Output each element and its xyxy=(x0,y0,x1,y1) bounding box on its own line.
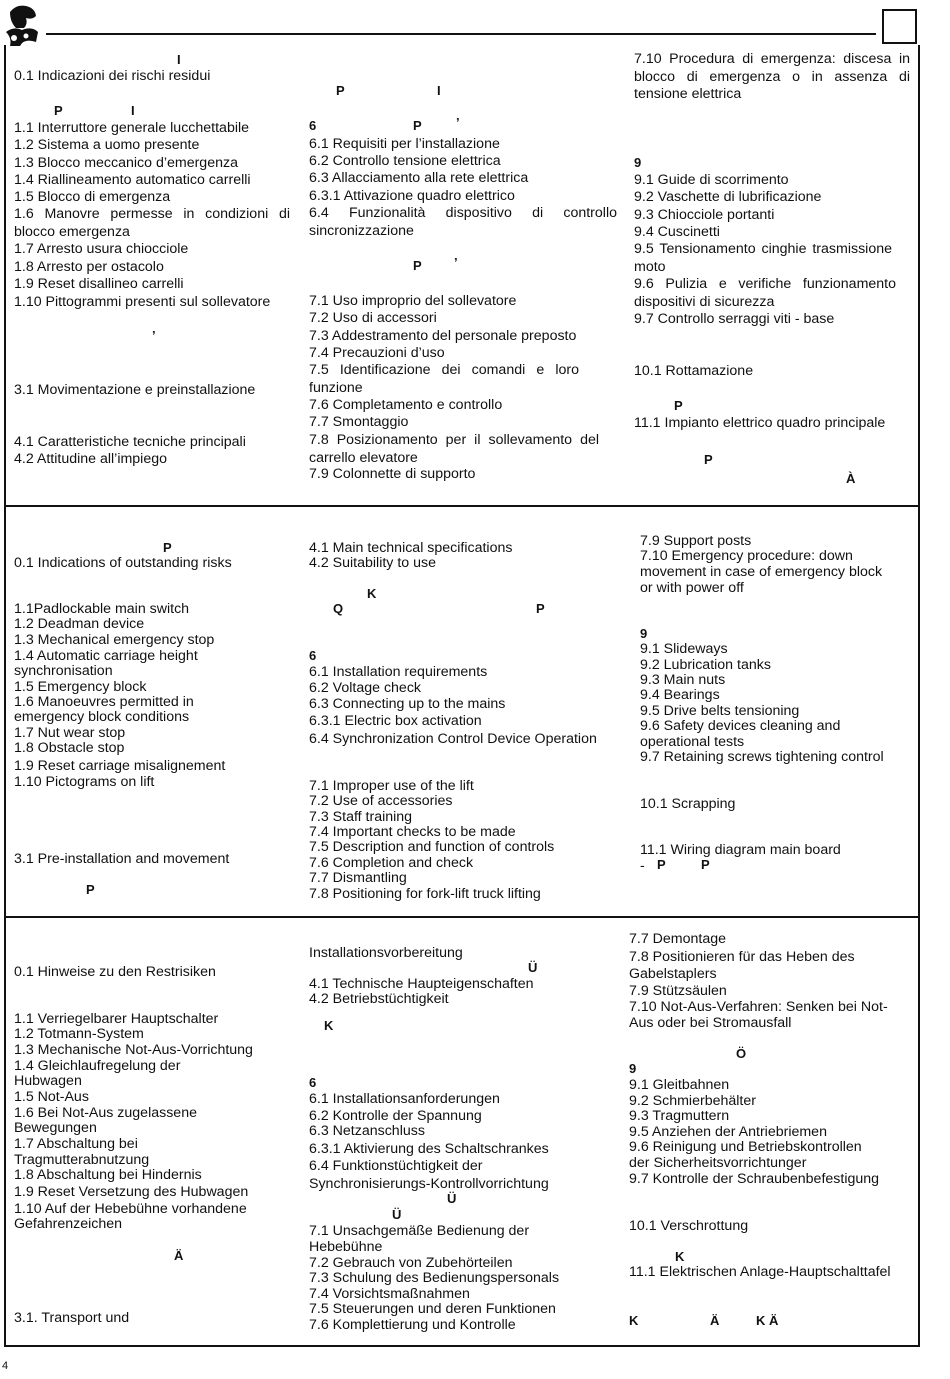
toc-item: 7.9 Support posts xyxy=(640,533,752,549)
toc-item: 1.8 Arresto per ostacolo xyxy=(14,259,164,275)
toc-item: 7.1 Improper use of the lift xyxy=(309,778,474,794)
toc-item: 0.1 Hinweise zu den Restrisiken xyxy=(14,964,216,980)
toc-item: 4.2 Suitability to use xyxy=(309,555,436,571)
toc-item: or with power off xyxy=(640,580,744,596)
toc-item: 1.10 Pittogrammi presenti sul sollevatore xyxy=(14,294,271,310)
toc-item: 1.2 Sistema a uomo presente xyxy=(14,137,200,153)
toc-item: 1.7 Nut wear stop xyxy=(14,725,126,741)
toc-item: 1.10 Auf der Hebebühne vorhandene xyxy=(14,1201,247,1217)
toc-item: 1.6 Manoeuvres permitted in xyxy=(14,694,194,710)
toc-heading: ’ xyxy=(454,255,458,270)
toc-item: 1.3 Mechanische Not-Aus-Vorrichtung xyxy=(14,1042,253,1058)
toc-heading: 6 xyxy=(309,1075,317,1090)
toc-item: Synchronisierungs-Kontrollvorrichtung xyxy=(309,1176,549,1192)
toc-item: 9.5 Anziehen der Antriebriemen xyxy=(629,1124,827,1140)
toc-item: 1.2 Deadman device xyxy=(14,616,145,632)
page-number: 4 xyxy=(2,1360,9,1372)
toc-heading: Ä xyxy=(174,1248,184,1263)
toc-item: 11.1 Impianto elettrico quadro principale xyxy=(634,415,886,431)
toc-heading: 9 xyxy=(629,1061,637,1076)
toc-item: 1.7 Arresto usura chiocciole xyxy=(14,241,189,257)
toc-item: 1.7 Abschaltung bei xyxy=(14,1136,138,1152)
toc-item: 1.9 Reset disallineo carrelli xyxy=(14,276,184,292)
toc-heading: P xyxy=(536,601,545,616)
toc-item: 1.5 Emergency block xyxy=(14,679,147,695)
toc-heading: P xyxy=(701,857,710,872)
toc-item: 7.9 Stützsäulen xyxy=(629,983,727,999)
toc-section-english xyxy=(4,506,920,918)
toc-item: 10.1 Verschrottung xyxy=(629,1218,749,1234)
page-box xyxy=(882,9,917,44)
toc-item: 10.1 Scrapping xyxy=(640,796,736,812)
toc-heading: P xyxy=(657,857,666,872)
toc-item: 6.4 Funktionstüchtigkeit der xyxy=(309,1158,483,1174)
toc-item: 7.5 Description and function of controls xyxy=(309,839,555,855)
toc-item: 1.9 Reset carriage misalignement xyxy=(14,758,226,774)
toc-heading: À xyxy=(846,471,856,486)
toc-item: 9.3 Chiocciole portanti xyxy=(634,207,775,223)
toc-item: 6.1 Requisiti per l’installazione xyxy=(309,136,500,152)
toc-heading: K xyxy=(367,586,377,601)
toc-item: 1.4 Gleichlaufregelung der xyxy=(14,1058,181,1074)
toc-item: 7.4 Precauzioni d’uso xyxy=(309,345,445,361)
toc-item: 7.8 Posizionamento per il sollevamento del carrello elevatore xyxy=(309,432,599,466)
toc-item: 7.8 Positioning for fork-lift truck lifting xyxy=(309,886,541,902)
toc-heading: P xyxy=(674,398,683,413)
toc-item: 1.3 Mechanical emergency stop xyxy=(14,632,215,648)
toc-item: emergency block conditions xyxy=(14,709,190,725)
toc-item: 7.10 Emergency procedure: down xyxy=(640,548,853,564)
toc-item: 9.6 Safety devices cleaning and xyxy=(640,718,841,734)
toc-item: 9.1 Gleitbahnen xyxy=(629,1077,730,1093)
toc-item: 4.1 Technische Haupteigenschaften xyxy=(309,976,534,992)
toc-item: operational tests xyxy=(640,734,745,750)
toc-item: 9.4 Bearings xyxy=(640,687,720,703)
toc-heading: P xyxy=(413,118,422,133)
toc-heading: P xyxy=(163,540,172,555)
toc-item: - xyxy=(640,858,645,874)
toc-item: 7.5 Identificazione dei comandi e loro funzione xyxy=(309,362,579,396)
toc-heading: K xyxy=(675,1249,685,1264)
toc-item: Gefahrenzeichen xyxy=(14,1216,123,1232)
toc-item: 6.2 Kontrolle der Spannung xyxy=(309,1108,482,1124)
toc-item: 6.1 Installationsanforderungen xyxy=(309,1091,500,1107)
toc-item: 7.7 Smontaggio xyxy=(309,414,409,430)
toc-item: 6.4 Funzionalità dispositivo di controllo sincronizzazione xyxy=(309,205,617,239)
toc-heading: ’ xyxy=(456,115,460,130)
toc-heading: Ö xyxy=(736,1046,747,1061)
toc-item: 9.6 Reinigung und Betriebskontrollen xyxy=(629,1139,862,1155)
toc-item: 4.2 Betriebstüchtigkeit xyxy=(309,991,449,1007)
toc-heading: P xyxy=(54,103,63,118)
toc-item: Gabelstaplers xyxy=(629,966,717,982)
toc-item: synchronisation xyxy=(14,663,113,679)
toc-item: 1.8 Obstacle stop xyxy=(14,740,125,756)
toc-item: movement in case of emergency block xyxy=(640,564,883,580)
toc-item: 1.1 Verriegelbarer Hauptschalter xyxy=(14,1011,219,1027)
header-rule xyxy=(46,33,876,35)
toc-item: 7.1 Unsachgemäße Bedienung der xyxy=(309,1223,530,1239)
toc-item: 6.3.1 Electric box activation xyxy=(309,713,482,729)
toc-item: 7.8 Positionieren für das Heben des xyxy=(629,949,855,965)
toc-heading: Ü xyxy=(392,1207,402,1222)
toc-heading: ’ xyxy=(152,328,156,343)
toc-item: 1.1Padlockable main switch xyxy=(14,601,190,617)
toc-item: 0.1 Indications of outstanding risks xyxy=(14,555,232,571)
toc-heading: Q xyxy=(333,601,344,616)
toc-item: 4.2 Attitudine all’impiego xyxy=(14,451,168,467)
toc-item: 6.3.1 Aktivierung des Schaltschrankes xyxy=(309,1141,549,1157)
toc-item: 6.4 Synchronization Control Device Operation xyxy=(309,731,597,747)
toc-item: 7.9 Colonnette di supporto xyxy=(309,466,476,482)
toc-heading: K xyxy=(324,1018,334,1033)
toc-heading: 6 xyxy=(309,648,317,663)
toc-item: 1.3 Blocco meccanico d’emergenza xyxy=(14,155,238,171)
toc-item: Bewegungen xyxy=(14,1120,97,1136)
toc-item: 6.2 Controllo tensione elettrica xyxy=(309,153,501,169)
toc-heading: 6 xyxy=(309,118,317,133)
toc-item: 3.1 Pre-installation and movement xyxy=(14,851,230,867)
toc-item: 9.3 Tragmuttern xyxy=(629,1108,730,1124)
toc-item: 9.2 Vaschette di lubrificazione xyxy=(634,189,822,205)
toc-item: 7.6 Completion and check xyxy=(309,855,474,871)
toc-item: 9.1 Guide di scorrimento xyxy=(634,172,789,188)
toc-heading: P xyxy=(704,452,713,467)
toc-item: 4.1 Main technical specifications xyxy=(309,540,513,556)
toc-item: 9.1 Slideways xyxy=(640,641,728,657)
toc-item: 6.1 Installation requirements xyxy=(309,664,488,680)
toc-item: 7.7 Demontage xyxy=(629,931,727,947)
toc-item: 7.6 Komplettierung und Kontrolle xyxy=(309,1317,516,1333)
toc-heading: K xyxy=(629,1313,639,1328)
toc-item: 1.6 Manovre permesse in condizioni di blocco emergenza xyxy=(14,206,290,240)
toc-item: 7.3 Schulung des Bedienungspersonals xyxy=(309,1270,560,1286)
toc-item: 7.5 Steuerungen und deren Funktionen xyxy=(309,1301,556,1317)
toc-item: 7.2 Gebrauch von Zubehörteilen xyxy=(309,1255,513,1271)
toc-item: 10.1 Rottamazione xyxy=(634,363,754,379)
toc-item: 1.5 Not-Aus xyxy=(14,1089,89,1105)
toc-heading: Ü xyxy=(528,960,538,975)
toc-heading: I xyxy=(131,103,135,118)
toc-item: 7.4 Important checks to be made xyxy=(309,824,516,840)
toc-item: 6.3 Connecting up to the mains xyxy=(309,696,506,712)
toc-heading: P xyxy=(336,83,345,98)
toc-item: Aus oder bei Stromausfall xyxy=(629,1015,792,1031)
toc-item: 9.3 Main nuts xyxy=(640,672,726,688)
toc-item: 9.2 Lubrication tanks xyxy=(640,657,771,673)
toc-item: 6.3 Netzanschluss xyxy=(309,1123,425,1139)
toc-heading: Ü xyxy=(447,1191,457,1206)
toc-item: 7.4 Vorsichtsmaßnahmen xyxy=(309,1286,470,1302)
toc-heading: Ä xyxy=(710,1313,720,1328)
toc-item: 6.3 Allacciamento alla rete elettrica xyxy=(309,170,529,186)
toc-item: 9.7 Controllo serraggi viti - base xyxy=(634,311,835,327)
toc-item: 1.2 Totmann-System xyxy=(14,1026,144,1042)
toc-heading: 9 xyxy=(634,155,642,170)
toc-item: 9.5 Drive belts tensioning xyxy=(640,703,800,719)
toc-item: 0.1 Indicazioni dei rischi residui xyxy=(14,68,211,84)
toc-item: der Sicherheitsvorrichtunger xyxy=(629,1155,807,1171)
toc-item: 7.2 Uso di accessori xyxy=(309,310,437,326)
toc-item: 1.6 Bei Not-Aus zugelassene xyxy=(14,1105,197,1121)
toc-item: 7.6 Completamento e controllo xyxy=(309,397,503,413)
toc-item: Hubwagen xyxy=(14,1073,82,1089)
toc-heading: P xyxy=(86,882,95,897)
toc-heading: K Ä xyxy=(756,1313,779,1328)
toc-item: 1.1 Interruttore generale lucchettabile xyxy=(14,120,250,136)
toc-item: 6.2 Voltage check xyxy=(309,680,422,696)
toc-item: 7.10 Not-Aus-Verfahren: Senken bei Not- xyxy=(629,999,888,1015)
toc-heading: P xyxy=(413,258,422,273)
toc-section-german xyxy=(4,917,920,1347)
toc-heading: I xyxy=(177,52,181,67)
toc-item: Installationsvorbereitung xyxy=(309,945,463,961)
toc-item: 6.3.1 Attivazione quadro elettrico xyxy=(309,188,515,204)
toc-item: 4.1 Caratteristiche tecniche principali xyxy=(14,434,246,450)
toc-item: 1.5 Blocco di emergenza xyxy=(14,189,171,205)
toc-item: 7.10 Procedura di emergenza: discesa in blocco di emergenza o in assenza di tensione elettrica xyxy=(634,51,910,103)
toc-item: 1.9 Reset Versetzung des Hubwagen xyxy=(14,1184,249,1200)
toc-heading: 9 xyxy=(640,626,648,641)
toc-item: 1.8 Abschaltung bei Hindernis xyxy=(14,1167,202,1183)
toc-item: 11.1 Wiring diagram main board xyxy=(640,842,841,858)
toc-item: 9.6 Pulizia e verifiche funzionamento dispositivi di sicurezza xyxy=(634,276,896,310)
toc-item: Hebebühne xyxy=(309,1239,383,1255)
toc-item: 7.3 Staff training xyxy=(309,809,413,825)
brand-logo-icon xyxy=(2,2,42,48)
toc-item: 1.4 Riallineamento automatico carrelli xyxy=(14,172,251,188)
toc-item: 3.1. Transport und xyxy=(14,1310,130,1326)
toc-item: 9.7 Kontrolle der Schraubenbefestigung xyxy=(629,1171,880,1187)
toc-item: 1.10 Pictograms on lift xyxy=(14,774,155,790)
toc-item: 7.7 Dismantling xyxy=(309,870,407,886)
toc-item: 7.1 Uso improprio del sollevatore xyxy=(309,293,517,309)
toc-section-italian xyxy=(4,45,920,507)
toc-item: Tragmutterabnutzung xyxy=(14,1152,150,1168)
toc-item: 7.3 Addestramento del personale preposto xyxy=(309,328,577,344)
toc-item: 9.7 Retaining screws tightening control xyxy=(640,749,884,765)
toc-item: 1.4 Automatic carriage height xyxy=(14,648,198,664)
toc-item: 11.1 Elektrischen Anlage-Hauptschalttafel xyxy=(629,1264,891,1280)
toc-item: 9.4 Cuscinetti xyxy=(634,224,720,240)
toc-item: 9.2 Schmierbehälter xyxy=(629,1093,756,1109)
toc-item: 3.1 Movimentazione e preinstallazione xyxy=(14,382,256,398)
toc-item: 9.5 Tensionamento cinghie trasmissione moto xyxy=(634,241,892,275)
toc-item: 7.2 Use of accessories xyxy=(309,793,453,809)
toc-heading: I xyxy=(437,83,441,98)
